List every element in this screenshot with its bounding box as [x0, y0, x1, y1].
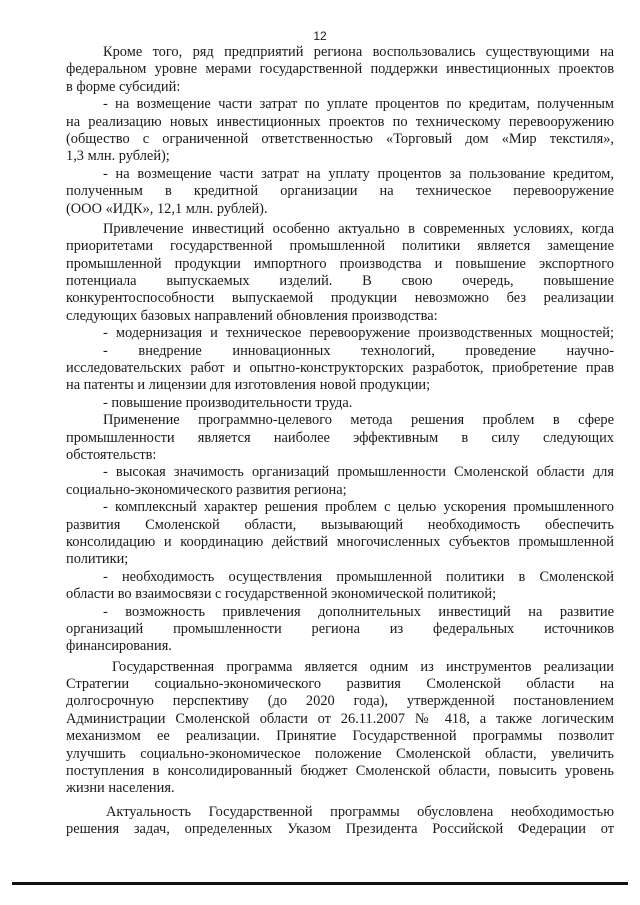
text-line: приоритетами государственной промышленной политики является замещение [66, 238, 614, 255]
text-line: - модернизация и техническое перевооружение производственных мощностей; [103, 325, 614, 342]
text-line: развития Смоленской области, вызывающий необходимость обеспечить [66, 516, 614, 533]
text-line: следующих базовых направлений обновления производства: [66, 307, 438, 324]
text-line: на реализацию новых инвестиционных проектов по техническому перевооружению [66, 113, 614, 130]
text-line: решения задач, определенных Указом Президента Российской Федерации от [66, 821, 614, 838]
text-line: области во взаимосвязи с государственной экономической политикой; [66, 586, 497, 603]
text-line: Стратегии социально-экономического развития Смоленской области на [66, 676, 614, 693]
text-line: потенциала выпускаемых изделий. В свою очередь, повышение [66, 273, 614, 290]
text-line: Актуальность Государственной программы обусловлена необходимостью [106, 803, 614, 820]
text-line: Привлечение инвестиций особенно актуально в современных условиях, когда [103, 220, 614, 237]
text-line: (ООО «ИДК», 12,1 млн. рублей). [66, 200, 268, 217]
text-line: - высокая значимость организаций промышленности Смоленской области для [103, 464, 614, 481]
text-line: Применение программно-целевого метода решения проблем в сфере [103, 412, 614, 429]
document-body [66, 44, 614, 839]
text-line: финансирования. [66, 638, 172, 655]
text-line: - комплексный характер решения проблем с целью ускорения промышленного [103, 499, 614, 516]
text-line: на патенты и лицензии для изготовления новой продукции; [66, 377, 431, 394]
text-line: в форме субсидий: [66, 78, 181, 95]
text-line: социально-экономического развития региона; [66, 481, 347, 498]
text-line: долгосрочную перспективу (до 2020 года), утвержденной постановлением [66, 693, 614, 710]
text-line: поступления в консолидированный бюджет Смоленской области, повысить уровень [66, 763, 614, 780]
text-line: механизмом ее реализации. Принятие Государственной программы позволит [66, 728, 614, 745]
text-line: полученным в кредитной организации на техническое перевооружение [66, 183, 614, 200]
text-line: промышленности является наиболее эффективным в силу следующих [66, 429, 614, 446]
text-line: Государственная программа является одним из инструментов реализации [112, 658, 614, 675]
text-line: - повышение производительности труда. [103, 394, 353, 411]
page-number: 12 [313, 29, 327, 43]
text-line: улучшить социально-экономическое положение Смоленской области, увеличить [66, 745, 614, 762]
text-line: исследовательских работ и опытно-конструкторских разработок, приобретение прав [66, 360, 614, 377]
text-line: (общество с ограниченной ответственностью «Торговый дом «Мир текстиля», [66, 130, 614, 147]
text-line: - на возмещение части затрат по уплате процентов по кредитам, полученным [103, 96, 614, 113]
text-line: Администрации Смоленской области от 26.11.2007 № 418, а также логическим [66, 710, 614, 727]
bottom-rule [12, 882, 628, 885]
text-line: жизни населения. [66, 780, 175, 797]
text-line: 1,3 млн. рублей); [66, 148, 170, 165]
text-line: политики; [66, 551, 129, 568]
text-line: консолидацию и координацию действий многочисленных субъектов промышленной [66, 533, 614, 550]
text-line: обстоятельств: [66, 446, 157, 463]
text-line: организаций промышленности региона из федеральных источников [66, 620, 614, 637]
text-line: Кроме того, ряд предприятий региона воспользовались существующими на [103, 44, 614, 60]
text-line: - возможность привлечения дополнительных инвестиций на развитие [103, 603, 614, 620]
text-line: - на возмещение части затрат на уплату процентов за пользование кредитом, [103, 165, 614, 182]
text-line: конкурентоспособности выпускаемой продукции невозможно без реализации [66, 290, 614, 307]
text-line: - необходимость осуществления промышленной политики в Смоленской [103, 568, 614, 585]
text-line: промышленной продукции импортного производства и повышение экспортного [66, 255, 614, 272]
text-line: федеральном уровне мерами государственной поддержки инвестиционных проектов [66, 61, 614, 78]
text-line: - внедрение инновационных технологий, проведение научно- [103, 342, 614, 359]
